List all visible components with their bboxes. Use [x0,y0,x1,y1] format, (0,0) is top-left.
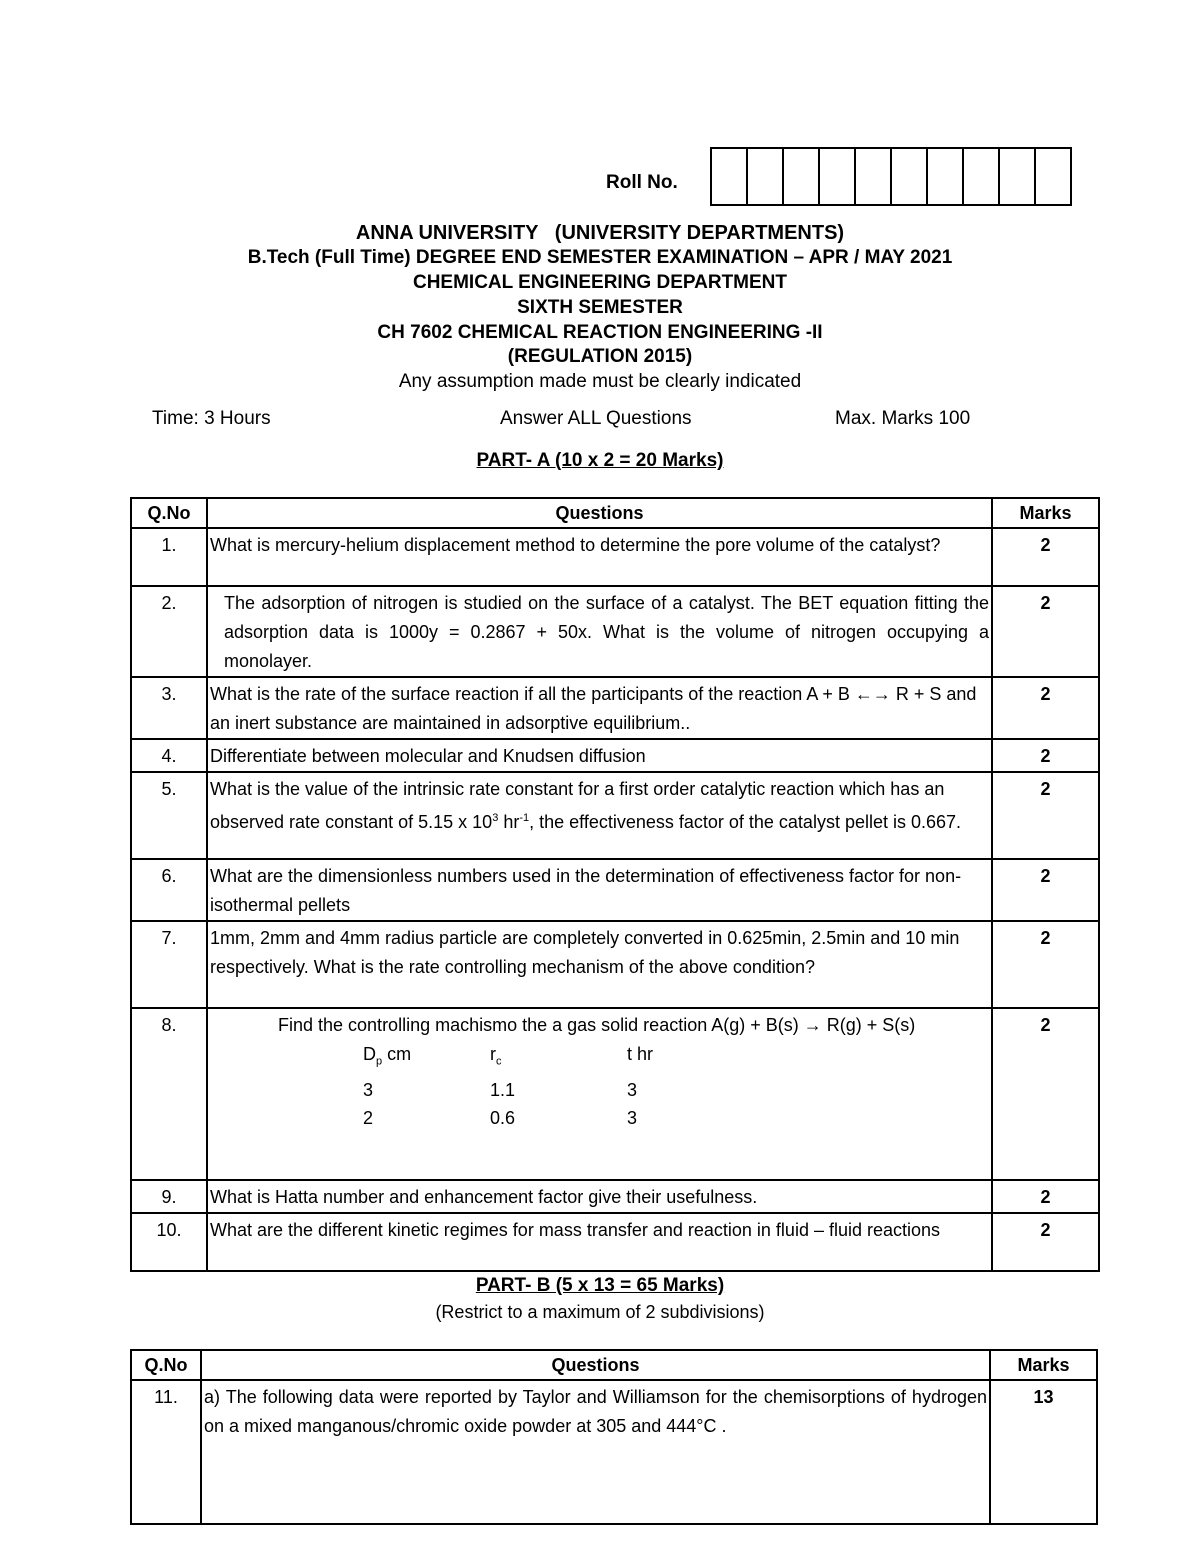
exam-title: B.Tech (Full Time) DEGREE END SEMESTER EXAMINATION – APR / MAY 2021 [247,247,953,268]
regulation-title: (REGULATION 2015) [507,346,693,367]
answer-instruction: Answer ALL Questions [500,408,692,429]
question-marks: 2 [1040,1015,1051,1035]
table-row [131,772,1099,859]
roll-number-label: Roll No. [606,172,678,193]
question-marks: 2 [1040,593,1051,613]
assumption-note: Any assumption made must be clearly indicated [398,371,802,392]
table-row [131,739,1099,772]
question-number: 7. [161,928,177,948]
data-cell: 3 [363,1079,374,1100]
exam-duration: Time: 3 Hours [152,408,271,429]
question-number: 8. [161,1015,177,1035]
part-b-title: PART- B (5 x 13 = 65 Marks) [475,1275,725,1296]
question-text: What is the value of the intrinsic rate constant for a first order catalytic reaction which has an observed rate constant of 5.15 x $10^3$ $hr^{-1}$, the effectiveness factor of the catalyst pellet is 0.667. [210,779,962,832]
roll-digit-box[interactable] [820,149,856,204]
question-text: Find the controlling machismo the a gas solid reaction A(g) + B(s) → R(g) + S(s) [278,1015,916,1035]
max-marks: Max. Marks 100 [835,408,971,429]
question-marks: 2 [1040,866,1051,886]
data-cell: 3 [627,1107,638,1128]
roll-digit-box[interactable] [748,149,784,204]
data-header-dp: $D_p$ cm [363,1044,412,1068]
roll-number-boxes[interactable] [710,147,1072,206]
university-title: ANNA UNIVERSITY (UNIVERSITY DEPARTMENTS) [355,222,845,244]
question-number: 6. [161,866,177,886]
roll-digit-box[interactable] [964,149,1000,204]
qno-header: Q.No [131,498,207,528]
question-number: 3. [161,684,177,704]
table-row [131,586,1099,677]
data-header-rc: $r_c$ [490,1044,502,1068]
data-cell: 0.6 [490,1107,516,1128]
question-text: What are the dimensionless numbers used in the determination of effectiveness factor for non-isothermal pellets [210,866,962,915]
question-text: 1mm, 2mm and 4mm radius particle are completely converted in 0.625min, 2.5min and 10 min respectively. What is the rate controlling mechanism of the above condition? [210,928,960,977]
question-marks: 2 [1040,1220,1051,1240]
department-title: CHEMICAL ENGINEERING DEPARTMENT [412,272,788,293]
question-number: 2. [161,593,177,613]
table-row [131,1213,1099,1271]
part-a-title: PART- A (10 x 2 = 20 Marks) [476,450,724,471]
roll-digit-box[interactable] [892,149,928,204]
question-marks: 2 [1040,928,1051,948]
qno-header: Q.No [131,1350,201,1380]
questions-header: Questions [201,1350,990,1380]
question-marks: 2 [1040,535,1051,555]
question-text: What is the rate of the surface reaction if all the participants of the reaction A + B ←→ R + S and an inert substance are maintained in adsorptive equilibrium.. [210,684,977,733]
question-text: Differentiate between molecular and Knudsen diffusion [210,746,646,766]
question-number: 10. [156,1220,182,1240]
table-row [131,921,1099,1008]
question-marks: 2 [1040,684,1051,704]
questions-header: Questions [207,498,992,528]
roll-digit-box[interactable] [784,149,820,204]
question-text: What is mercury-helium displacement method to determine the pore volume of the catalyst? [210,535,941,555]
question-number: 11. [154,1387,178,1407]
table-header-row [131,498,1099,528]
question-marks: 13 [1033,1387,1054,1407]
question-number: 9. [161,1187,177,1207]
roll-digit-box[interactable] [712,149,748,204]
question-text: What is Hatta number and enhancement factor give their usefulness. [210,1187,758,1207]
data-header-t: t hr [627,1044,654,1064]
table-row [131,528,1099,586]
marks-header: Marks [990,1350,1097,1380]
question-number: 5. [161,779,177,799]
table-header-row [131,1350,1097,1380]
question-text: The adsorption of nitrogen is studied on the surface of a catalyst. The BET equation fitting the adsorption data is 1000y = 0.2867 + 50x. What is the volume of nitrogen occupying a monolayer. [224,593,989,671]
question-text: What are the different kinetic regimes for mass transfer and reaction in fluid – fluid reactions [210,1220,941,1240]
semester-title: SIXTH SEMESTER [517,297,683,318]
data-cell: 3 [627,1079,638,1100]
roll-digit-box[interactable] [856,149,892,204]
question-text: a) The following data were reported by Taylor and Williamson for the chemisorptions of hydrogen on a mixed manganous/chromic oxide powder at 305 and 444°C . [204,1387,987,1436]
marks-header: Marks [992,498,1099,528]
table-row [131,1380,1097,1524]
table-row [131,859,1099,921]
part-b-note: (Restrict to a maximum of 2 subdivisions) [435,1302,765,1322]
roll-digit-box[interactable] [928,149,964,204]
data-cell: 1.1 [490,1079,516,1100]
course-title: CH 7602 CHEMICAL REACTION ENGINEERING -II [377,322,823,343]
question-marks: 2 [1040,746,1051,766]
roll-digit-box[interactable] [1036,149,1070,204]
table-row [131,1180,1099,1213]
data-cell: 2 [363,1107,374,1128]
part-a-question-table [130,497,1100,1272]
question-number: 4. [161,746,177,766]
question-number: 1. [161,535,177,555]
table-row [131,1008,1099,1180]
question-data-table [363,1040,653,1132]
part-b-question-table [130,1349,1098,1525]
roll-digit-box[interactable] [1000,149,1036,204]
question-marks: 2 [1040,779,1051,799]
table-row [131,677,1099,739]
question-marks: 2 [1040,1187,1051,1207]
